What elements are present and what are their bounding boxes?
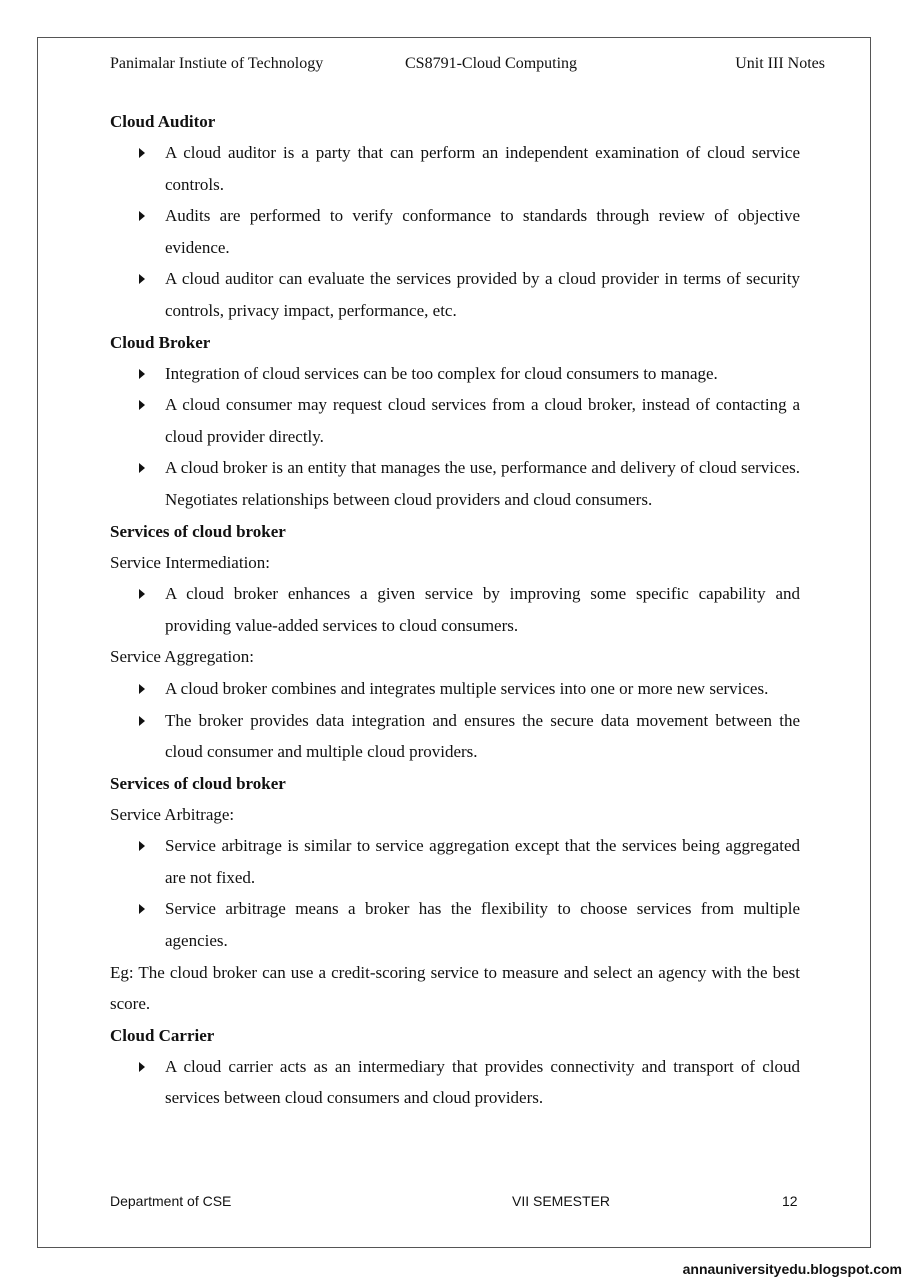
bullet-text: A cloud auditor is a party that can perform an independent examination of cloud service controls. xyxy=(165,143,800,194)
auditor-bullet-list xyxy=(110,137,800,327)
bullet-arrow-icon xyxy=(139,904,145,914)
footer-page-number: 12 xyxy=(782,1193,798,1209)
list-item xyxy=(110,358,800,390)
bullet-arrow-icon xyxy=(139,463,145,473)
bullet-text: A cloud broker enhances a given service by improving some specific capability and providing value-added services to cloud consumers. xyxy=(165,584,800,635)
label-service-arbitrage: Service Arbitrage: xyxy=(110,804,235,824)
list-item xyxy=(110,389,800,452)
header-institute: Panimalar Instiute of Technology xyxy=(110,55,324,72)
bullet-arrow-icon xyxy=(139,211,145,221)
bullet-text: Integration of cloud services can be too complex for cloud consumers to manage. xyxy=(165,363,718,383)
list-item xyxy=(110,200,800,263)
bullet-text: Service arbitrage is similar to service aggregation except that the services being aggregated are not fixed. xyxy=(165,836,800,887)
bullet-arrow-icon xyxy=(139,684,145,694)
bullet-text: A cloud broker combines and integrates multiple services into one or more new services. xyxy=(165,678,769,698)
list-item xyxy=(110,263,800,326)
heading-cloud-broker: Cloud Broker xyxy=(110,332,211,352)
list-item xyxy=(110,137,800,200)
watermark-url: annauniversityedu.blogspot.com xyxy=(682,1261,902,1277)
arbitrage-bullet-list xyxy=(110,830,800,956)
list-item xyxy=(110,578,800,641)
list-item xyxy=(110,893,800,956)
bullet-arrow-icon xyxy=(139,589,145,599)
bullet-text: The broker provides data integration and ensures the secure data movement between the cloud consumer and multiple cloud providers. xyxy=(165,710,800,762)
heading-services-of-cloud-broker-2: Services of cloud broker xyxy=(110,773,286,793)
bullet-arrow-icon xyxy=(139,148,145,158)
header-unit: Unit III Notes xyxy=(735,55,825,72)
list-item xyxy=(110,830,800,893)
bullet-text: A cloud auditor can evaluate the services provided by a cloud provider in terms of security controls, privacy impact, performance, etc. xyxy=(165,269,800,320)
page-content xyxy=(110,106,800,1114)
carrier-bullet-list xyxy=(110,1051,800,1114)
footer-department: Department of CSE xyxy=(110,1193,232,1209)
example-paragraph: Eg: The cloud broker can use a credit-scoring service to measure and select an agency with the best score. xyxy=(110,962,800,1014)
bullet-text: Service arbitrage means a broker has the flexibility to choose services from multiple agencies. xyxy=(165,899,800,951)
list-item xyxy=(110,673,800,705)
header-course: CS8791-Cloud Computing xyxy=(405,55,578,72)
label-service-aggregation: Service Aggregation: xyxy=(110,647,254,667)
list-item xyxy=(110,705,800,768)
list-item xyxy=(110,1051,800,1114)
heading-cloud-carrier: Cloud Carrier xyxy=(110,1025,215,1045)
intermediation-bullet-list xyxy=(110,578,800,641)
bullet-arrow-icon xyxy=(139,1062,145,1072)
broker-bullet-list xyxy=(110,358,800,516)
footer-semester: VII SEMESTER xyxy=(512,1193,611,1209)
heading-services-of-cloud-broker: Services of cloud broker xyxy=(110,521,286,541)
bullet-arrow-icon xyxy=(139,841,145,851)
heading-cloud-auditor: Cloud Auditor xyxy=(110,112,216,131)
bullet-text: A cloud broker is an entity that manages the use, performance and delivery of cloud services. Negotiates relationships between cloud providers and cloud consumers. xyxy=(165,458,800,509)
bullet-text: Audits are performed to verify conformance to standards through review of objective evidence. xyxy=(165,206,800,257)
bullet-text: A cloud carrier acts as an intermediary that provides connectivity and transport of cloud services between cloud consumers and cloud providers. xyxy=(165,1056,800,1108)
bullet-text: A cloud consumer may request cloud services from a cloud broker, instead of contacting a cloud provider directly. xyxy=(165,395,800,446)
bullet-arrow-icon xyxy=(139,274,145,284)
bullet-arrow-icon xyxy=(139,400,145,410)
bullet-arrow-icon xyxy=(139,369,145,379)
aggregation-bullet-list xyxy=(110,673,800,768)
list-item xyxy=(110,452,800,515)
bullet-arrow-icon xyxy=(139,716,145,726)
label-service-intermediation: Service Intermediation: xyxy=(110,552,271,572)
